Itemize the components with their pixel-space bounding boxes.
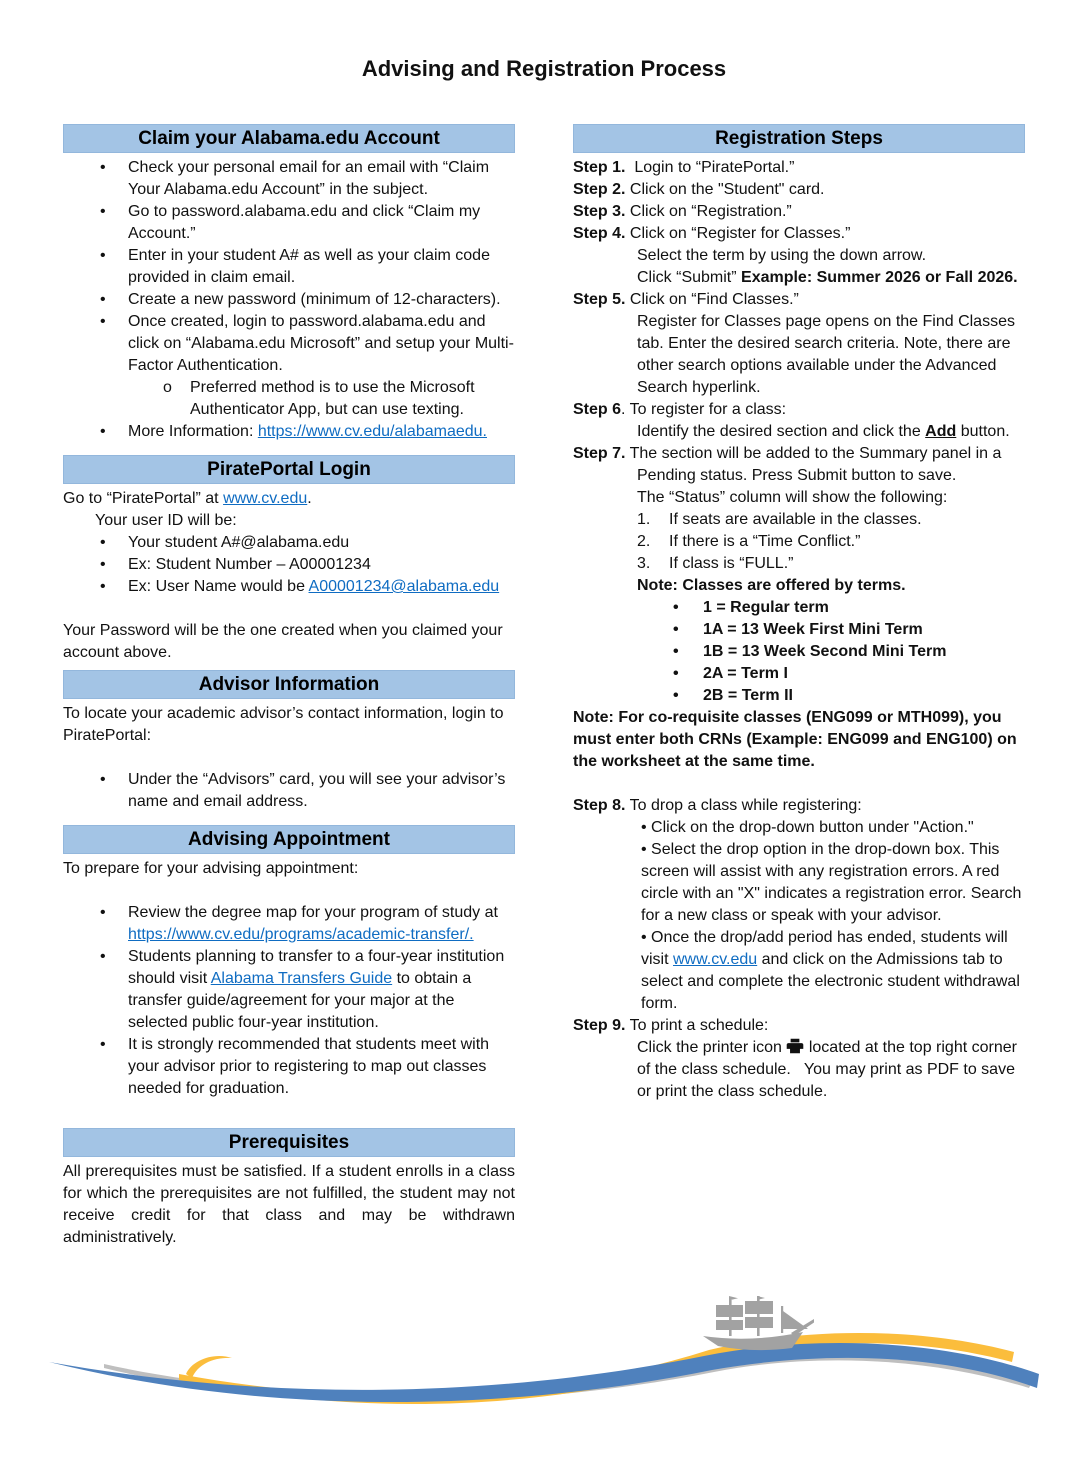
- step-6-subline: [637, 421, 1025, 443]
- step-7: [573, 443, 1025, 487]
- step-1: [573, 157, 1025, 179]
- step-label: Step 7.: [573, 445, 626, 462]
- list-number: 3.: [637, 555, 651, 572]
- step-label: Step 4.: [573, 225, 626, 242]
- right-column: [573, 124, 1025, 1103]
- bullet-text: Ex: Student Number – A00001234: [128, 556, 371, 573]
- bullet-item: [63, 1034, 515, 1100]
- bullet-item: [63, 554, 515, 576]
- bullet-marker: •: [100, 948, 106, 965]
- bullet-text: Once created, login to password.alabama.edu and click on “Alabama.edu Microsoft” and setup your Multi-Factor Authentication.: [128, 313, 514, 374]
- bullet-marker: •: [100, 247, 106, 264]
- bullet-marker: •: [100, 904, 106, 921]
- link-cv-edu-withdrawal[interactable]: www.cv.edu: [673, 951, 758, 968]
- step-9: [573, 1015, 1025, 1037]
- step-8: [573, 795, 1025, 817]
- step-4-subline: [637, 267, 1025, 289]
- bullet-text: Ex: User Name would be: [128, 578, 309, 595]
- bullet-marker: •: [100, 291, 106, 308]
- bullet-item: [63, 201, 515, 245]
- step-text: To print a schedule:: [625, 1017, 769, 1034]
- bullet-item: [63, 946, 515, 1034]
- step-label: Step 1.: [573, 159, 626, 176]
- bullet-marker: •: [673, 621, 679, 638]
- bullet-marker: •: [100, 313, 106, 330]
- circle-bullet-marker: o: [163, 379, 172, 396]
- step-label: Step 2.: [573, 181, 626, 198]
- bullet-item: [63, 532, 515, 554]
- bullet-marker: •: [100, 1036, 106, 1053]
- link-cv-edu[interactable]: www.cv.edu: [223, 490, 308, 507]
- bullet-text: Review the degree map for your program of study at: [128, 904, 498, 921]
- terms-note: Note: Classes are offered by terms.: [637, 577, 906, 594]
- bullet-marker: •: [100, 771, 106, 788]
- bullet-text: Create a new password (minimum of 12-characters).: [128, 291, 501, 308]
- bullet-marker: •: [100, 203, 106, 220]
- bullet-marker: •: [673, 599, 679, 616]
- text: .: [307, 490, 312, 507]
- list-text: If there is a “Time Conflict.”: [669, 533, 861, 550]
- status-list-item: [573, 509, 1025, 531]
- text: • Once the drop/add period has ended, students will visit: [641, 929, 1008, 968]
- step-6: [573, 399, 1025, 421]
- step-text: . To register for a class:: [621, 401, 787, 418]
- term-item: [573, 597, 1025, 619]
- step-text: To drop a class while registering:: [625, 797, 862, 814]
- page-title: Advising and Registration Process: [361, 56, 727, 81]
- step-label: Step 3.: [573, 203, 626, 220]
- term-text: 1A = 13 Week First Mini Term: [703, 621, 923, 638]
- bullet-item: [63, 902, 515, 946]
- section-header-advising-appointment: Advising Appointment: [63, 825, 515, 854]
- term-text: 1 = Regular term: [703, 599, 829, 616]
- link-academic-transfer[interactable]: https://www.cv.edu/programs/academic-transfer/.: [128, 926, 474, 943]
- section-header-claim-account: Claim your Alabama.edu Account: [63, 124, 515, 153]
- paragraph: Your Password will be the one created when you claimed your account above.: [63, 622, 503, 661]
- sub-bullet-text: Preferred method is to use the Microsoft Authenticator App, but can use texting.: [190, 379, 475, 418]
- bullet-item: [63, 576, 515, 598]
- step-4-subline: Select the term by using the down arrow.: [637, 247, 927, 264]
- term-text: 2A = Term I: [703, 665, 788, 682]
- footer-graphic: [0, 1296, 1088, 1426]
- coreq-note: Note: For co-requisite classes (ENG099 or MTH099), you must enter both CRNs (Example: ENG099 and ENG100) on the worksheet at the same time.: [573, 709, 1017, 770]
- paragraph: To prepare for your advising appointment:: [63, 860, 359, 877]
- step-text: Login to “PiratePortal.”: [625, 159, 795, 176]
- columns: [63, 124, 1027, 1249]
- link-student-email[interactable]: A00001234@alabama.edu: [308, 578, 500, 595]
- bullet-text: Enter in your student A# as well as your claim code provided in claim email.: [128, 247, 490, 286]
- section-header-pirateportal-login: PiratePortal Login: [63, 455, 515, 484]
- list-number: 1.: [637, 511, 651, 528]
- term-text: 1B = 13 Week Second Mini Term: [703, 643, 947, 660]
- step-label: Step 8.: [573, 797, 626, 814]
- step-text: Click on the "Student" card.: [625, 181, 825, 198]
- step-9-subline: [637, 1037, 1025, 1103]
- step-8-bullet: [641, 927, 1025, 1015]
- bullet-marker: •: [100, 159, 106, 176]
- printer-icon: [786, 1038, 804, 1054]
- bullet-text: Students planning to transfer to a four-year institution should visit: [128, 948, 505, 987]
- bullet-marker: •: [100, 578, 106, 595]
- term-item: [573, 685, 1025, 707]
- bullet-text: to obtain a transfer guide/agreement for your major at the selected public four-year institution.: [128, 970, 472, 1031]
- status-list-item: [573, 553, 1025, 575]
- pirate-ship-icon: [693, 1296, 817, 1352]
- bullet-text: Your student A#@alabama.edu: [128, 534, 350, 551]
- bullet-text: It is strongly recommended that students meet with your advisor prior to registering to map out classes needed for graduation.: [128, 1036, 490, 1097]
- list-text: If seats are available in the classes.: [669, 511, 922, 528]
- paragraph: Your user ID will be:: [95, 512, 237, 529]
- step-5: [573, 289, 1025, 311]
- section-header-advisor-information: Advisor Information: [63, 670, 515, 699]
- text: Click the printer icon: [637, 1039, 787, 1056]
- bullet-item: [63, 769, 515, 813]
- step-label: Step 6: [573, 401, 622, 418]
- term-item: [573, 641, 1025, 663]
- link-alabama-transfers-guide[interactable]: Alabama Transfers Guide: [210, 970, 393, 987]
- step-text: The section will be added to the Summary panel in a Pending status. Press Submit button to save.: [625, 445, 1002, 484]
- bullet-item: [63, 289, 515, 311]
- bullet-text: Check your personal email for an email with “Claim Your Alabama.edu Account” in the subject.: [128, 159, 490, 198]
- step-3: [573, 201, 1025, 223]
- text: Go to “PiratePortal” at: [63, 490, 224, 507]
- bullet-item: [63, 157, 515, 201]
- step-text: Click on “Registration.”: [625, 203, 792, 220]
- paragraph: [63, 488, 515, 510]
- step-8-bullet: • Click on the drop-down button under "Action.": [641, 819, 974, 836]
- section-header-registration-steps: Registration Steps: [573, 124, 1025, 153]
- step-5-subline: Register for Classes page opens on the Find Classes tab. Enter the desired search criteria. Note, there are other search options available under the Advanced Search hyperlink.: [637, 313, 1015, 396]
- bullet-marker: •: [100, 556, 106, 573]
- bullet-marker: •: [673, 687, 679, 704]
- text: and click on the Admissions tab to select and complete the electronic student withdrawal form.: [641, 951, 1020, 1012]
- list-number: 2.: [637, 533, 651, 550]
- term-item: [573, 619, 1025, 641]
- bullet-text: Go to password.alabama.edu and click “Claim my Account.”: [128, 203, 481, 242]
- bullet-item: [63, 421, 515, 443]
- text: located at the top right corner of the class schedule. You may print as PDF to save or print the class schedule.: [637, 1039, 1017, 1100]
- term-text: 2B = Term II: [703, 687, 793, 704]
- step-label: Step 5.: [573, 291, 626, 308]
- example-text: Example: Summer 2026 or Fall 2026.: [741, 269, 1018, 286]
- document-page: [0, 56, 1088, 1249]
- step-text: Click on “Find Classes.”: [625, 291, 799, 308]
- bullet-marker: •: [100, 423, 106, 440]
- text: button.: [956, 423, 1010, 440]
- bullet-item: [63, 245, 515, 289]
- section-header-prerequisites: Prerequisites: [63, 1128, 515, 1157]
- list-text: If class is “FULL.”: [669, 555, 794, 572]
- bullet-marker: •: [100, 534, 106, 551]
- text: Identify the desired section and click the: [637, 423, 926, 440]
- bullet-marker: •: [673, 643, 679, 660]
- step-text: Click on “Register for Classes.”: [625, 225, 851, 242]
- paragraph: All prerequisites must be satisfied. If a student enrolls in a class for which the prerequisites are not fulfilled, the student may not receive credit for that class and may be withdrawn administratively.: [63, 1163, 515, 1246]
- bullet-text: More Information:: [128, 423, 258, 440]
- wave-graphic: [44, 1310, 1044, 1420]
- sub-bullet-item: [63, 377, 515, 421]
- bullet-text: Under the “Advisors” card, you will see your advisor’s name and email address.: [128, 771, 506, 810]
- link-alabamaedu-info[interactable]: https://www.cv.edu/alabamaedu.: [257, 423, 487, 440]
- step-4: [573, 223, 1025, 245]
- text: Click “Submit”: [637, 269, 742, 286]
- left-column: [63, 124, 515, 1249]
- step-label: Step 9.: [573, 1017, 626, 1034]
- status-list-item: [573, 531, 1025, 553]
- bullet-item: [63, 311, 515, 377]
- term-item: [573, 663, 1025, 685]
- step-7-subline: The “Status” column will show the following:: [637, 489, 948, 506]
- step-2: [573, 179, 1025, 201]
- paragraph: To locate your academic advisor’s contact information, login to PiratePortal:: [63, 705, 504, 744]
- bullet-marker: •: [673, 665, 679, 682]
- step-8-bullet: • Select the drop option in the drop-down box. This screen will assist with any registration errors. A red circle with an "X" indicates a registration error. Search for a new class or speak with your advisor.: [641, 841, 1022, 924]
- add-button-text: Add: [925, 423, 957, 440]
